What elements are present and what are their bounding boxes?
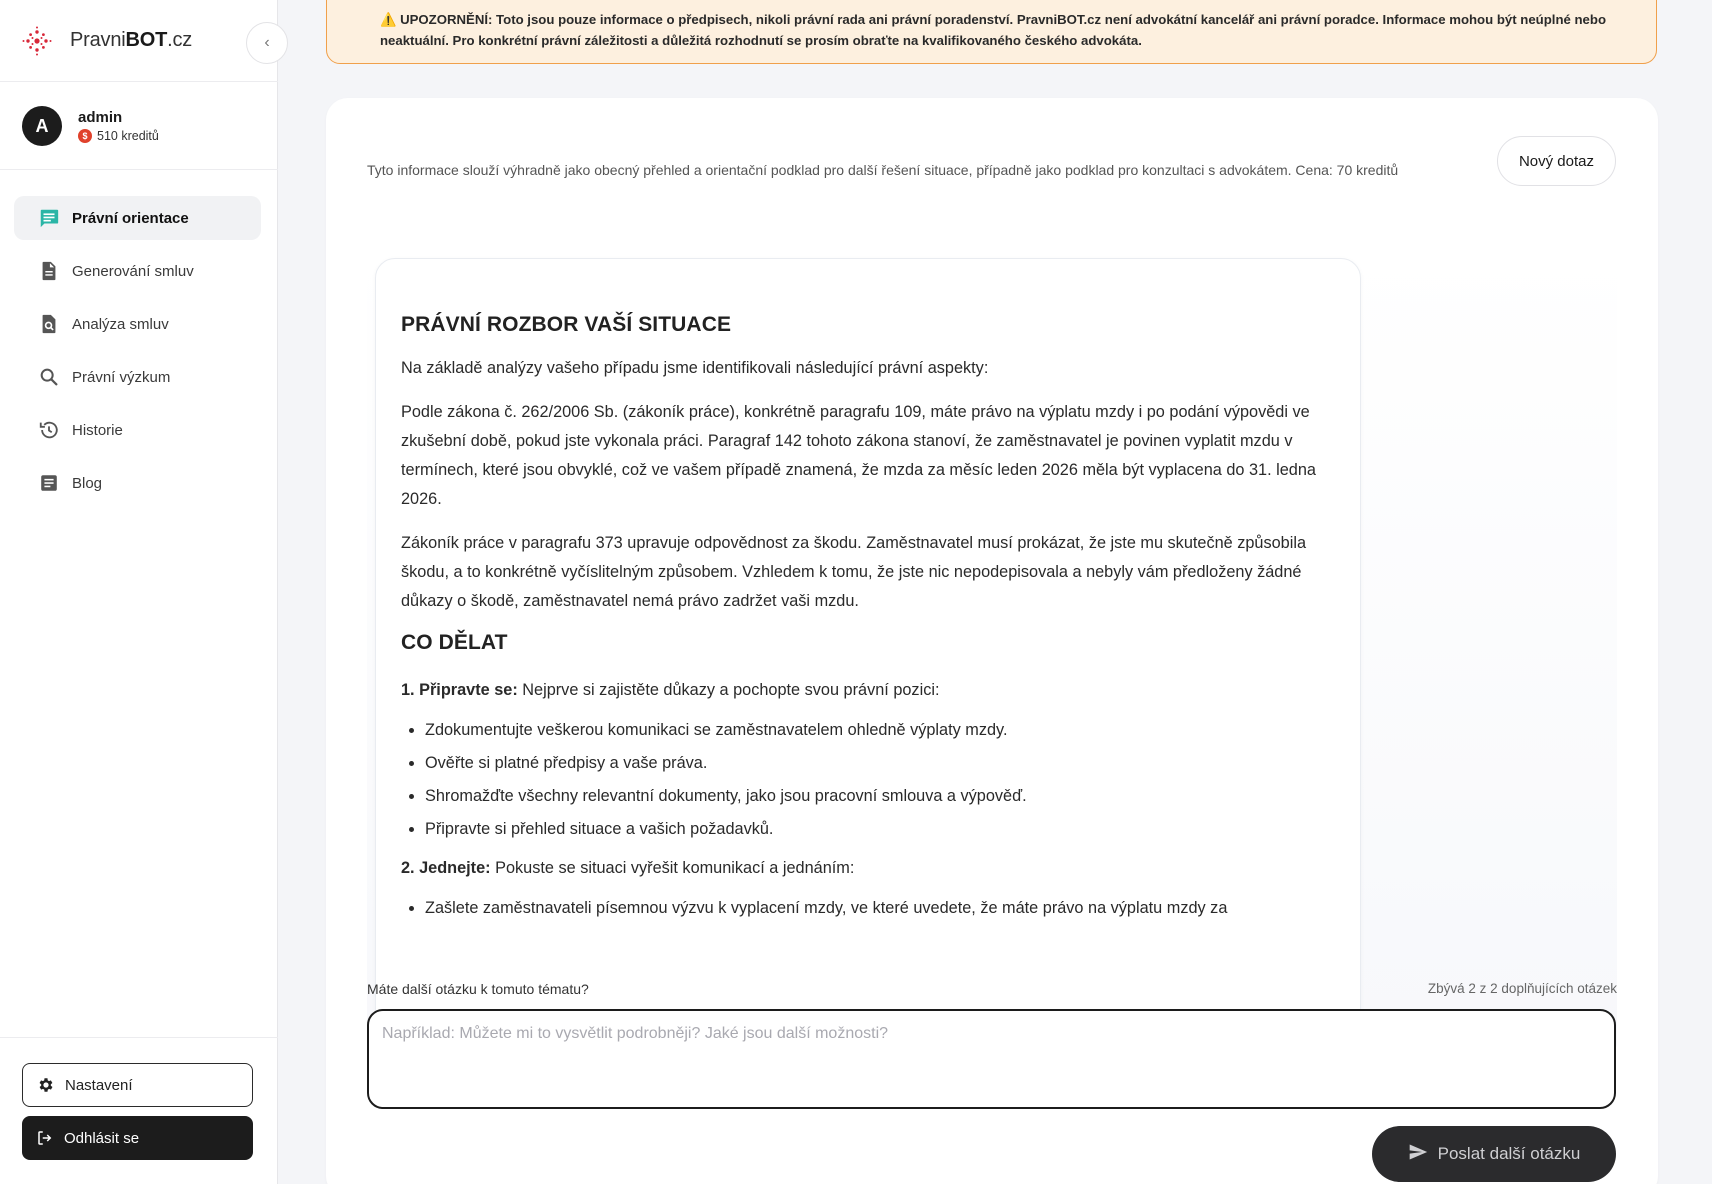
answer-paragraph: Podle zákona č. 262/2006 Sb. (zákoník práce), konkrétně paragrafu 109, máte právo na výplatu mzdy i po podání výpovědi ve zkušební době, pokud jste vykonala práci. Paragraf 142 tohoto zákona stanoví, že zaměstnavatel je povinen vyplatit mzdu v termínech, které jsou obvyklé, což ve vašem případě znamená, že mzda za měsíc leden 2026 měla být vyplacena do 31. ledna 2026. <box>401 403 1316 508</box>
sidebar-item-historie[interactable] <box>14 408 261 452</box>
disclaimer-banner <box>326 0 1657 64</box>
settings-label: Nastavení <box>65 1076 133 1094</box>
credits-badge <box>78 129 159 143</box>
answer-paragraph: Na základě analýzy vašeho případu jsme identifikovali následující právní aspekty: <box>401 359 989 377</box>
sidebar-item-label: Blog <box>72 474 103 492</box>
send-icon <box>1408 1142 1428 1167</box>
logout-button[interactable] <box>22 1116 253 1160</box>
history-icon <box>38 419 60 441</box>
list-item: • Zašlete zaměstnavateli písemnou výzvu k vyplacení mzdy, ve které uvedete, že máte právo na výplatu mzdy za <box>425 898 1328 918</box>
chat-area[interactable] <box>367 248 1617 1053</box>
main-card <box>326 98 1658 1184</box>
sidebar-footer <box>0 1037 278 1184</box>
document-search-icon <box>38 313 60 335</box>
answer-heading: CO DĚLAT <box>401 631 508 654</box>
coin-icon: $ <box>78 129 92 143</box>
logo-icon <box>22 26 52 56</box>
sidebar-item-label: Generování smluv <box>72 262 194 280</box>
followup-input[interactable] <box>367 1009 1616 1109</box>
document-icon <box>38 260 60 282</box>
step-heading: 1. Připravte se: Nejprve si zajistěte důkazy a pochopte svou právní pozici: <box>401 681 940 699</box>
chevron-left-icon: ‹ <box>264 34 270 51</box>
followup-remaining: Zbývá 2 z 2 doplňujících otázek <box>1427 981 1617 996</box>
logout-label: Odhlásit se <box>64 1129 140 1147</box>
info-text: Tyto informace slouží výhradně jako obecný přehled a orientační podklad pro další řešení situace, případně jako podklad pro konzultaci s advokátem. Cena: 70 kreditů <box>367 162 1399 178</box>
sidebar-item-label: Právní výzkum <box>72 368 171 386</box>
list-item: • Ověřte si platné předpisy a vaše práva. <box>425 753 1328 773</box>
step-heading: 2. Jednejte: Pokuste se situaci vyřešit komunikací a jednáním: <box>401 859 855 877</box>
settings-button[interactable] <box>22 1063 253 1107</box>
user-name: admin <box>78 109 123 126</box>
article-icon <box>38 472 60 494</box>
brand-header <box>0 0 278 82</box>
step-list <box>425 720 1328 839</box>
gear-icon <box>37 1076 55 1094</box>
chat-icon <box>38 207 60 229</box>
sidebar-item-label: Historie <box>72 421 123 439</box>
user-panel <box>0 82 278 170</box>
send-followup-button[interactable] <box>1372 1126 1616 1182</box>
avatar[interactable]: A <box>22 106 62 146</box>
sidebar-item-label: Právní orientace <box>72 209 189 227</box>
disclaimer-text: ⚠️ UPOZORNĚNÍ: Toto jsou pouze informace o předpisech, nikoli právní rada ani právní poradenství. PravniBOT.cz není advokátní kancelář ani právní poradce. Informace mohou být neúplné nebo neaktuální. Pro konkrétní právní záležitosti a důležitá rozhodnutí se prosím obraťte na kvalifikovaného českého advokáta. <box>380 12 1606 48</box>
sidebar-item-pravni-vyzkum[interactable] <box>14 355 261 399</box>
sidebar-item-analyza-smluv[interactable] <box>14 302 261 346</box>
sidebar-nav <box>14 196 261 514</box>
logout-icon <box>36 1129 54 1147</box>
credits-value: 510 kreditů <box>97 129 159 143</box>
search-icon <box>38 366 60 388</box>
list-item: • Připravte si přehled situace a vašich požadavků. <box>425 819 1328 839</box>
answer-paragraph: Zákoník práce v paragrafu 373 upravuje odpovědnost za škodu. Zaměstnavatel musí prokázat, že jste mu skutečně způsobila škodu, a to konkrétně vyčíslitelným způsobem. Vzhledem k tomu, že jste nic nepodepisovala a nebyly vám předloženy žádné důkazy o škodě, zaměstnavatel nemá právo zadržet vaši mzdu. <box>401 534 1307 610</box>
sidebar-item-label: Analýza smluv <box>72 315 169 333</box>
collapse-sidebar-button[interactable] <box>246 22 288 64</box>
followup-label: Máte další otázku k tomuto tématu? <box>367 981 589 997</box>
sidebar-item-pravni-orientace[interactable] <box>14 196 261 240</box>
answer-heading: PRÁVNÍ ROZBOR VAŠÍ SITUACE <box>401 313 732 336</box>
brand-name[interactable]: PravniBOT.cz <box>70 29 193 51</box>
new-query-button[interactable]: Nový dotaz <box>1497 136 1616 186</box>
answer-message <box>375 258 1361 1053</box>
send-label: Poslat další otázku <box>1437 1144 1581 1163</box>
sidebar <box>0 0 278 1184</box>
sidebar-item-blog[interactable] <box>14 461 261 505</box>
sidebar-item-generovani-smluv[interactable] <box>14 249 261 293</box>
list-item: • Shromažďte všechny relevantní dokumenty, jako jsou pracovní smlouva a výpověď. <box>425 786 1328 806</box>
list-item: • Zdokumentujte veškerou komunikaci se zaměstnavatelem ohledně výplaty mzdy. <box>425 720 1328 740</box>
step-list <box>425 898 1328 918</box>
